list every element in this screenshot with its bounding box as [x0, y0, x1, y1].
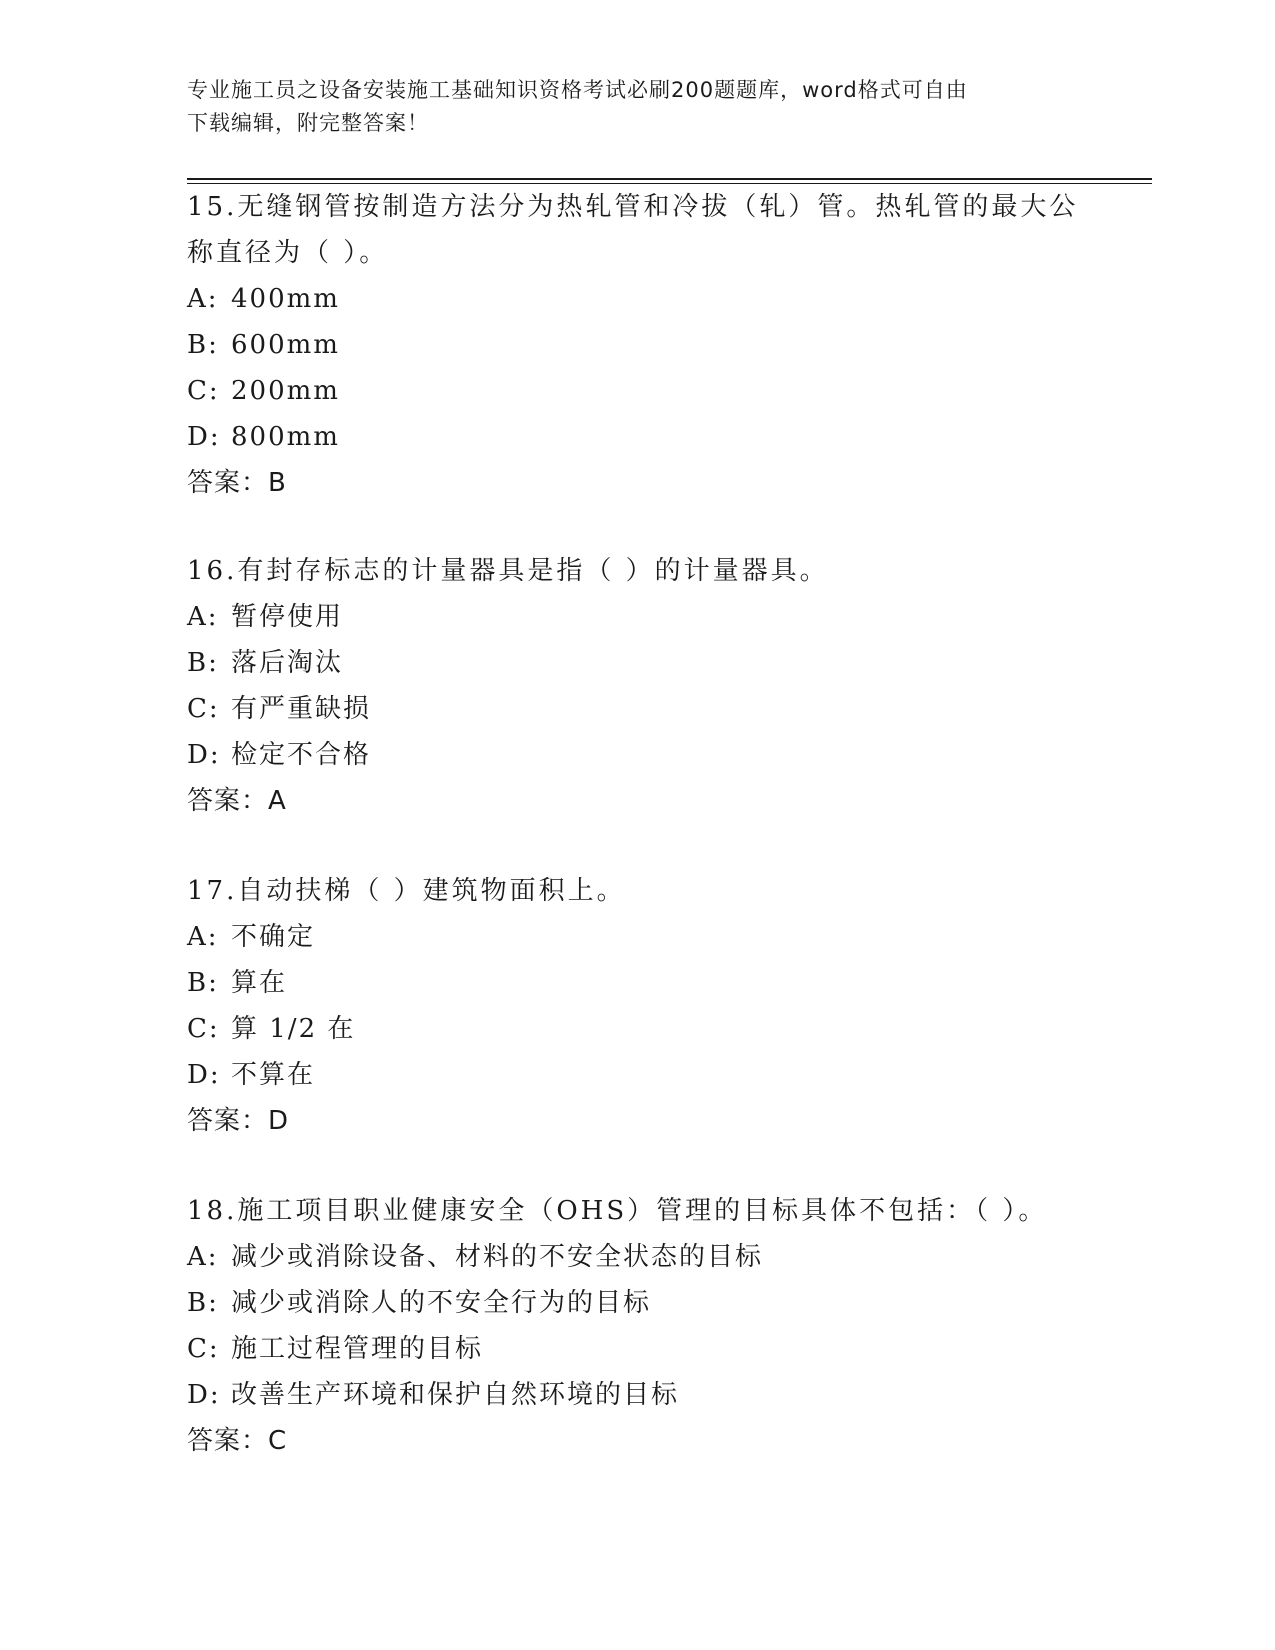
option-letter: C: — [187, 1014, 220, 1044]
answer: 答案：B — [187, 468, 287, 498]
option-a — [187, 594, 1087, 640]
option-letter: B: — [187, 330, 219, 360]
option-a — [187, 276, 1087, 322]
header-line-2: 下载编辑，附完整答案！ — [187, 111, 429, 135]
option-letter: D: — [187, 1380, 221, 1410]
option-text: 暂停使用 — [231, 602, 344, 632]
option-text: 算在 — [231, 968, 288, 998]
option-letter: C: — [187, 694, 220, 724]
option-letter: B: — [187, 1288, 219, 1318]
option-text: 600mm — [231, 330, 340, 360]
question-stem-line-1: 18.施工项目职业健康安全（OHS）管理的目标具体不包括：（ ）。 — [187, 1196, 1048, 1226]
option-text: 200mm — [231, 376, 340, 406]
option-text: 施工过程管理的目标 — [231, 1334, 484, 1364]
question-stem-line-1: 16.有封存标志的计量器具是指（ ）的计量器具。 — [187, 556, 829, 586]
option-text: 不算在 — [231, 1060, 316, 1090]
question-15 — [187, 184, 1087, 506]
option-letter: C: — [187, 1334, 220, 1364]
header-divider-thick — [187, 178, 1152, 180]
question-16 — [187, 548, 1087, 824]
option-letter: D: — [187, 1060, 221, 1090]
option-letter: A: — [187, 602, 219, 632]
option-d — [187, 1052, 1087, 1098]
option-letter: D: — [187, 422, 221, 452]
option-text: 800mm — [231, 422, 340, 452]
option-d — [187, 1372, 1087, 1418]
option-c — [187, 1006, 1087, 1052]
option-letter: A: — [187, 284, 219, 314]
option-text: 有严重缺损 — [231, 694, 372, 724]
option-letter: C: — [187, 376, 220, 406]
answer: 答案：D — [187, 1106, 290, 1136]
option-text: 落后淘汰 — [231, 648, 344, 678]
option-d — [187, 414, 1087, 460]
option-b — [187, 960, 1087, 1006]
option-text: 减少或消除人的不安全行为的目标 — [231, 1288, 652, 1318]
option-b — [187, 322, 1087, 368]
option-letter: B: — [187, 648, 219, 678]
option-text: 改善生产环境和保护自然环境的目标 — [231, 1380, 680, 1410]
question-stem-line-1: 15.无缝钢管按制造方法分为热轧管和冷拔（轧）管。热轧管的最大公 — [187, 192, 1079, 222]
option-b — [187, 640, 1087, 686]
answer: 答案：C — [187, 1426, 288, 1456]
header-line-1: 专业施工员之设备安装施工基础知识资格考试必刷200题题库，word格式可自由 — [187, 78, 968, 102]
option-c — [187, 368, 1087, 414]
question-18 — [187, 1188, 1087, 1464]
question-stem-line-1: 17.自动扶梯（ ）建筑物面积上。 — [187, 876, 626, 906]
document-header — [187, 74, 1077, 140]
option-text: 算 1/2 在 — [231, 1014, 356, 1044]
option-text: 400mm — [231, 284, 340, 314]
question-17 — [187, 868, 1087, 1144]
option-d — [187, 732, 1087, 778]
option-letter: B: — [187, 968, 219, 998]
option-letter: A: — [187, 1242, 219, 1272]
option-text: 减少或消除设备、材料的不安全状态的目标 — [231, 1242, 764, 1272]
option-a — [187, 914, 1087, 960]
option-c — [187, 686, 1087, 732]
option-text: 检定不合格 — [231, 740, 372, 770]
option-letter: A: — [187, 922, 219, 952]
answer: 答案：A — [187, 786, 287, 816]
option-b — [187, 1280, 1087, 1326]
option-letter: D: — [187, 740, 221, 770]
option-text: 不确定 — [231, 922, 316, 952]
option-c — [187, 1326, 1087, 1372]
option-a — [187, 1234, 1087, 1280]
question-stem-line-2: 称直径为（ ）。 — [187, 238, 389, 268]
